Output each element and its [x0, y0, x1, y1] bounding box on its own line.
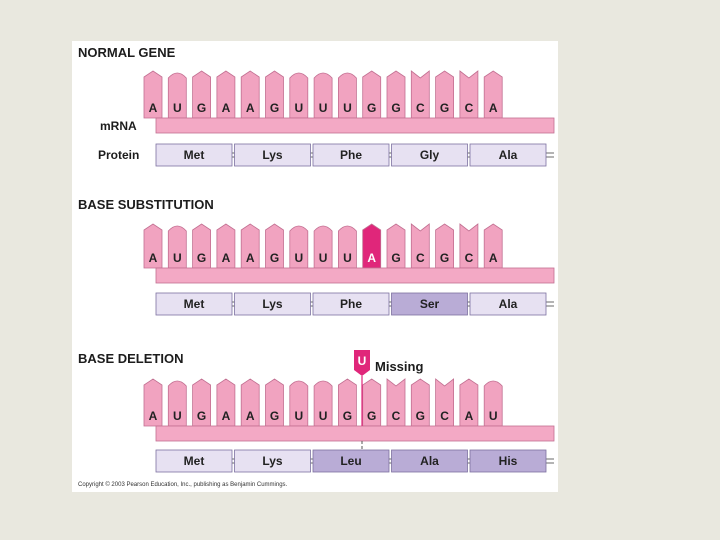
- amino-acid-label: Phe: [339, 148, 363, 162]
- base-letter: C: [415, 101, 425, 115]
- section-title: NORMAL GENE: [78, 45, 176, 60]
- base-letter: G: [196, 251, 207, 265]
- amino-acid-label: Met: [183, 148, 205, 162]
- base-letter: G: [269, 101, 280, 115]
- base-letter: U: [318, 251, 328, 265]
- base-letter: A: [488, 101, 498, 115]
- base-letter: A: [464, 409, 474, 423]
- missing-label: Missing: [375, 359, 424, 374]
- base-letter: A: [221, 409, 231, 423]
- section-substitution: [78, 197, 554, 315]
- base-letter: U: [294, 101, 304, 115]
- base-letter: U: [172, 409, 182, 423]
- base-letter: U: [294, 251, 304, 265]
- amino-acid-label: His: [498, 454, 518, 468]
- base-letter: U: [343, 251, 352, 265]
- base-letter: G: [367, 101, 377, 115]
- base-letter: C: [464, 251, 474, 265]
- base-letter: A: [148, 101, 158, 115]
- amino-acid-label: Lys: [262, 297, 283, 311]
- base-letter: U: [172, 101, 182, 115]
- missing-base-letter: U: [357, 354, 367, 368]
- section-title: BASE DELETION: [78, 351, 184, 366]
- base-letter: U: [172, 251, 182, 265]
- section-deletion: [78, 350, 554, 472]
- section-title: BASE SUBSTITUTION: [78, 197, 214, 212]
- base-letter: U: [343, 101, 352, 115]
- base-letter: A: [148, 251, 158, 265]
- amino-acid-label: Met: [183, 297, 205, 311]
- base-letter: C: [464, 101, 474, 115]
- base-letter: G: [196, 101, 207, 115]
- amino-acid-label: Gly: [419, 148, 440, 162]
- amino-acid-label: Phe: [339, 297, 363, 311]
- amino-acid-label: Leu: [340, 454, 362, 468]
- amino-acid-label: Ala: [420, 454, 439, 468]
- amino-acid-label: Lys: [262, 148, 283, 162]
- mutation-diagram: [72, 41, 558, 492]
- base-letter: A: [245, 409, 255, 423]
- base-letter: A: [245, 101, 255, 115]
- base-letter: U: [318, 409, 328, 423]
- base-letter: A: [148, 409, 158, 423]
- base-letter: C: [440, 409, 449, 423]
- base-letter: U: [318, 101, 328, 115]
- base-letter: C: [415, 251, 425, 265]
- base-letter: U: [294, 409, 304, 423]
- base-letter: G: [367, 409, 377, 423]
- section-normal: [78, 45, 554, 166]
- mrna-strip: [156, 268, 554, 283]
- base-letter: A: [245, 251, 255, 265]
- amino-acid-label: Lys: [262, 454, 283, 468]
- missing-base-point: [354, 370, 370, 376]
- base-letter: G: [391, 251, 401, 265]
- base-letter: A: [488, 251, 498, 265]
- protein-label: Protein: [98, 148, 140, 162]
- base-letter: G: [439, 251, 450, 265]
- mutation-figure: [72, 41, 558, 492]
- base-letter: A: [367, 251, 377, 265]
- base-letter: U: [488, 409, 498, 423]
- amino-acid-label: Ser: [419, 297, 440, 311]
- mrna-label: mRNA: [100, 119, 137, 133]
- copyright-text: Copyright © 2003 Pearson Education, Inc., publishing as Benjamin Cummings.: [78, 482, 288, 488]
- base-letter: G: [269, 409, 280, 423]
- base-letter: G: [269, 251, 280, 265]
- base-letter: G: [342, 409, 353, 423]
- base-letter: C: [391, 409, 401, 423]
- mrna-strip: [156, 426, 554, 441]
- amino-acid-label: Ala: [498, 297, 518, 311]
- base-letter: A: [221, 101, 231, 115]
- base-letter: A: [221, 251, 231, 265]
- mrna-strip: [156, 118, 554, 133]
- base-letter: G: [196, 409, 207, 423]
- amino-acid-label: Met: [183, 454, 205, 468]
- base-letter: G: [439, 101, 450, 115]
- amino-acid-label: Ala: [498, 148, 518, 162]
- base-letter: G: [391, 101, 401, 115]
- base-letter: G: [415, 409, 425, 423]
